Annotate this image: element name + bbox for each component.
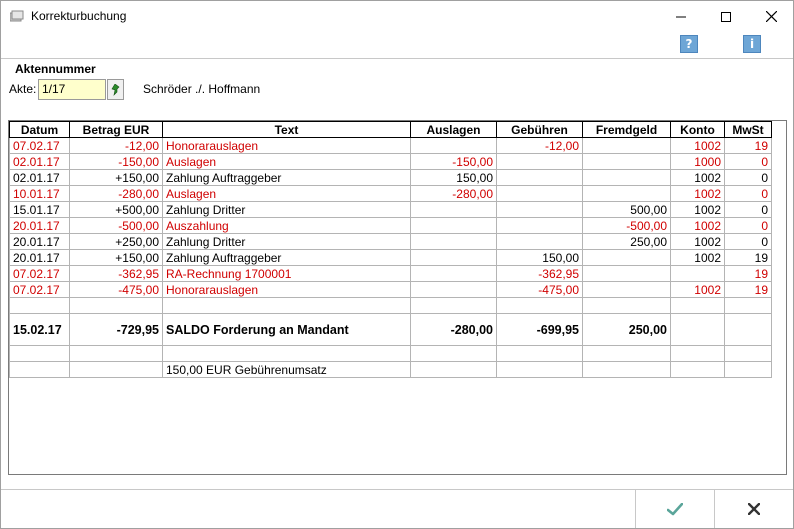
cell-konto[interactable]: 1002 (671, 170, 725, 186)
cell-gebuehren[interactable] (497, 234, 583, 250)
cell-konto[interactable]: 1002 (671, 138, 725, 154)
cell-empty (163, 298, 411, 314)
table-row-empty (10, 298, 772, 314)
saldo-fremdgeld: 250,00 (583, 314, 671, 346)
cell-betrag[interactable]: -280,00 (70, 186, 163, 202)
cell-betrag[interactable]: +500,00 (70, 202, 163, 218)
gebuehrenumsatz-note: 150,00 EUR Gebührenumsatz (163, 362, 411, 378)
cell-mwst[interactable]: 0 (725, 186, 772, 202)
saldo-row (10, 314, 772, 346)
cell-gebuehren[interactable]: 150,00 (497, 250, 583, 266)
saldo-auslagen: -280,00 (411, 314, 497, 346)
cell-auslagen[interactable] (411, 202, 497, 218)
cell-mwst[interactable]: 0 (725, 234, 772, 250)
cell-gebuehren[interactable]: -362,95 (497, 266, 583, 282)
cell-empty (497, 298, 583, 314)
cell-konto[interactable]: 1002 (671, 250, 725, 266)
table-row[interactable] (10, 186, 772, 202)
cell-empty (671, 314, 725, 346)
saldo-gebuehren: -699,95 (497, 314, 583, 346)
cell-fremdgeld[interactable]: 500,00 (583, 202, 671, 218)
pin-icon (111, 84, 120, 96)
cell-fremdgeld[interactable] (583, 250, 671, 266)
cell-text[interactable]: Zahlung Auftraggeber (163, 250, 411, 266)
table-row-empty (10, 346, 772, 362)
title-bar (1, 1, 793, 32)
aktennummer-label: Aktennummer (15, 62, 96, 76)
cell-betrag[interactable]: -362,95 (70, 266, 163, 282)
cell-empty (583, 298, 671, 314)
cell-text[interactable]: Zahlung Auftraggeber (163, 170, 411, 186)
cell-empty (497, 346, 583, 362)
saldo-datum: 15.02.17 (10, 314, 70, 346)
cell-mwst[interactable]: 0 (725, 170, 772, 186)
cell-text[interactable]: Zahlung Dritter (163, 202, 411, 218)
table-row[interactable] (10, 154, 772, 170)
cell-betrag[interactable]: -12,00 (70, 138, 163, 154)
cell-fremdgeld[interactable] (583, 266, 671, 282)
cell-mwst[interactable]: 19 (725, 138, 772, 154)
cell-datum[interactable]: 20.01.17 (10, 234, 70, 250)
maximize-button[interactable] (703, 1, 749, 32)
checkmark-icon (667, 503, 683, 516)
help-icon-glyph: ? (685, 37, 693, 51)
cell-empty (70, 362, 163, 378)
saldo-text: SALDO Forderung an Mandant (163, 314, 411, 346)
cell-mwst[interactable]: 19 (725, 266, 772, 282)
cell-konto[interactable]: 1000 (671, 154, 725, 170)
cell-empty (725, 346, 772, 362)
cell-fremdgeld[interactable] (583, 154, 671, 170)
cell-datum[interactable]: 07.02.17 (10, 138, 70, 154)
minimize-button[interactable] (658, 1, 704, 32)
cell-gebuehren[interactable] (497, 170, 583, 186)
cell-empty (583, 346, 671, 362)
saldo-betrag: -729,95 (70, 314, 163, 346)
cell-text[interactable]: Auslagen (163, 154, 411, 170)
cell-auslagen[interactable]: -150,00 (411, 154, 497, 170)
cell-konto[interactable] (671, 266, 725, 282)
header-auslagen[interactable]: Auslagen (411, 122, 497, 138)
table-row[interactable] (10, 266, 772, 282)
info-icon-glyph: i (749, 37, 755, 51)
cell-betrag[interactable]: -475,00 (70, 282, 163, 298)
cell-auslagen[interactable] (411, 266, 497, 282)
cell-konto[interactable]: 1002 (671, 234, 725, 250)
header-datum[interactable]: Datum (10, 122, 70, 138)
cell-datum[interactable]: 07.02.17 (10, 266, 70, 282)
cell-gebuehren[interactable] (497, 218, 583, 234)
cell-datum[interactable]: 20.01.17 (10, 250, 70, 266)
cell-auslagen[interactable] (411, 250, 497, 266)
cell-datum[interactable]: 02.01.17 (10, 154, 70, 170)
cell-empty (671, 362, 725, 378)
table-row[interactable] (10, 218, 772, 234)
cell-konto[interactable]: 1002 (671, 282, 725, 298)
cell-betrag[interactable]: -500,00 (70, 218, 163, 234)
cell-auslagen[interactable] (411, 234, 497, 250)
info-icon[interactable] (743, 35, 761, 53)
cell-datum[interactable]: 02.01.17 (10, 170, 70, 186)
header-fremdgeld[interactable]: Fremdgeld (583, 122, 671, 138)
cell-empty (411, 298, 497, 314)
close-icon (766, 11, 777, 22)
cell-gebuehren[interactable] (497, 154, 583, 170)
cell-empty (725, 298, 772, 314)
header-konto[interactable]: Konto (671, 122, 725, 138)
cell-empty (10, 346, 70, 362)
cell-datum[interactable]: 07.02.17 (10, 282, 70, 298)
table-body (10, 138, 772, 378)
cell-empty (671, 298, 725, 314)
cell-gebuehren[interactable] (497, 186, 583, 202)
app-icon (10, 10, 24, 22)
table-row[interactable] (10, 202, 772, 218)
cell-fremdgeld[interactable] (583, 170, 671, 186)
cell-empty (725, 314, 772, 346)
cell-empty (163, 346, 411, 362)
cell-gebuehren[interactable]: -475,00 (497, 282, 583, 298)
case-parties: Schröder ./. Hoffmann (143, 82, 261, 96)
close-button[interactable] (748, 1, 794, 32)
help-icon[interactable] (680, 35, 698, 53)
cell-auslagen[interactable] (411, 138, 497, 154)
cell-text[interactable]: Zahlung Dritter (163, 234, 411, 250)
cell-fremdgeld[interactable]: 250,00 (583, 234, 671, 250)
table-row[interactable] (10, 250, 772, 266)
cell-konto[interactable]: 1002 (671, 186, 725, 202)
cell-empty (725, 362, 772, 378)
cell-empty (10, 362, 70, 378)
cell-auslagen[interactable]: -280,00 (411, 186, 497, 202)
cell-auslagen[interactable] (411, 218, 497, 234)
cell-betrag[interactable]: -150,00 (70, 154, 163, 170)
cell-fremdgeld[interactable]: -500,00 (583, 218, 671, 234)
booking-table (9, 121, 772, 378)
cell-fremdgeld[interactable] (583, 138, 671, 154)
akte-input[interactable]: 1/17 (38, 79, 106, 100)
cell-betrag[interactable]: +150,00 (70, 250, 163, 266)
cell-konto[interactable]: 1002 (671, 202, 725, 218)
cell-datum[interactable]: 10.01.17 (10, 186, 70, 202)
akte-lookup-button[interactable] (107, 79, 124, 100)
cancel-button[interactable] (714, 490, 793, 528)
table-row[interactable] (10, 138, 772, 154)
cell-text[interactable]: Auszahlung (163, 218, 411, 234)
cell-text[interactable]: Auslagen (163, 186, 411, 202)
header-betrag[interactable]: Betrag EUR (70, 122, 163, 138)
x-icon (748, 503, 760, 515)
cell-auslagen[interactable] (411, 282, 497, 298)
cell-empty (70, 346, 163, 362)
cell-empty (671, 346, 725, 362)
cell-mwst[interactable]: 0 (725, 154, 772, 170)
cell-fremdgeld[interactable] (583, 186, 671, 202)
divider (1, 58, 793, 59)
cell-datum[interactable]: 15.01.17 (10, 202, 70, 218)
cell-betrag[interactable]: +250,00 (70, 234, 163, 250)
cell-empty (411, 362, 497, 378)
table-row[interactable] (10, 234, 772, 250)
window-title: Korrekturbuchung (31, 9, 127, 23)
booking-grid (8, 120, 787, 475)
cell-gebuehren[interactable] (497, 202, 583, 218)
cell-gebuehren[interactable]: -12,00 (497, 138, 583, 154)
cell-mwst[interactable]: 19 (725, 282, 772, 298)
maximize-icon (721, 12, 731, 22)
akte-field-label: Akte: (9, 82, 37, 96)
cell-mwst[interactable]: 19 (725, 250, 772, 266)
cell-text[interactable]: Honorarauslagen (163, 282, 411, 298)
cell-empty (10, 298, 70, 314)
table-row[interactable] (10, 170, 772, 186)
cell-text[interactable]: Honorarauslagen (163, 138, 411, 154)
header-text[interactable]: Text (163, 122, 411, 138)
cell-konto[interactable]: 1002 (671, 218, 725, 234)
header-mwst[interactable]: MwSt (725, 122, 772, 138)
footer-note-row (10, 362, 772, 378)
table-row[interactable] (10, 282, 772, 298)
cell-empty (583, 362, 671, 378)
header-gebuehren[interactable]: Gebühren (497, 122, 583, 138)
cell-empty (497, 362, 583, 378)
cell-betrag[interactable]: +150,00 (70, 170, 163, 186)
ok-button[interactable] (635, 490, 714, 528)
minimize-icon (676, 12, 686, 22)
cell-mwst[interactable]: 0 (725, 202, 772, 218)
cell-fremdgeld[interactable] (583, 282, 671, 298)
cell-mwst[interactable]: 0 (725, 218, 772, 234)
cell-auslagen[interactable]: 150,00 (411, 170, 497, 186)
cell-datum[interactable]: 20.01.17 (10, 218, 70, 234)
cell-empty (70, 298, 163, 314)
cell-text[interactable]: RA-Rechnung 1700001 (163, 266, 411, 282)
cell-empty (411, 346, 497, 362)
